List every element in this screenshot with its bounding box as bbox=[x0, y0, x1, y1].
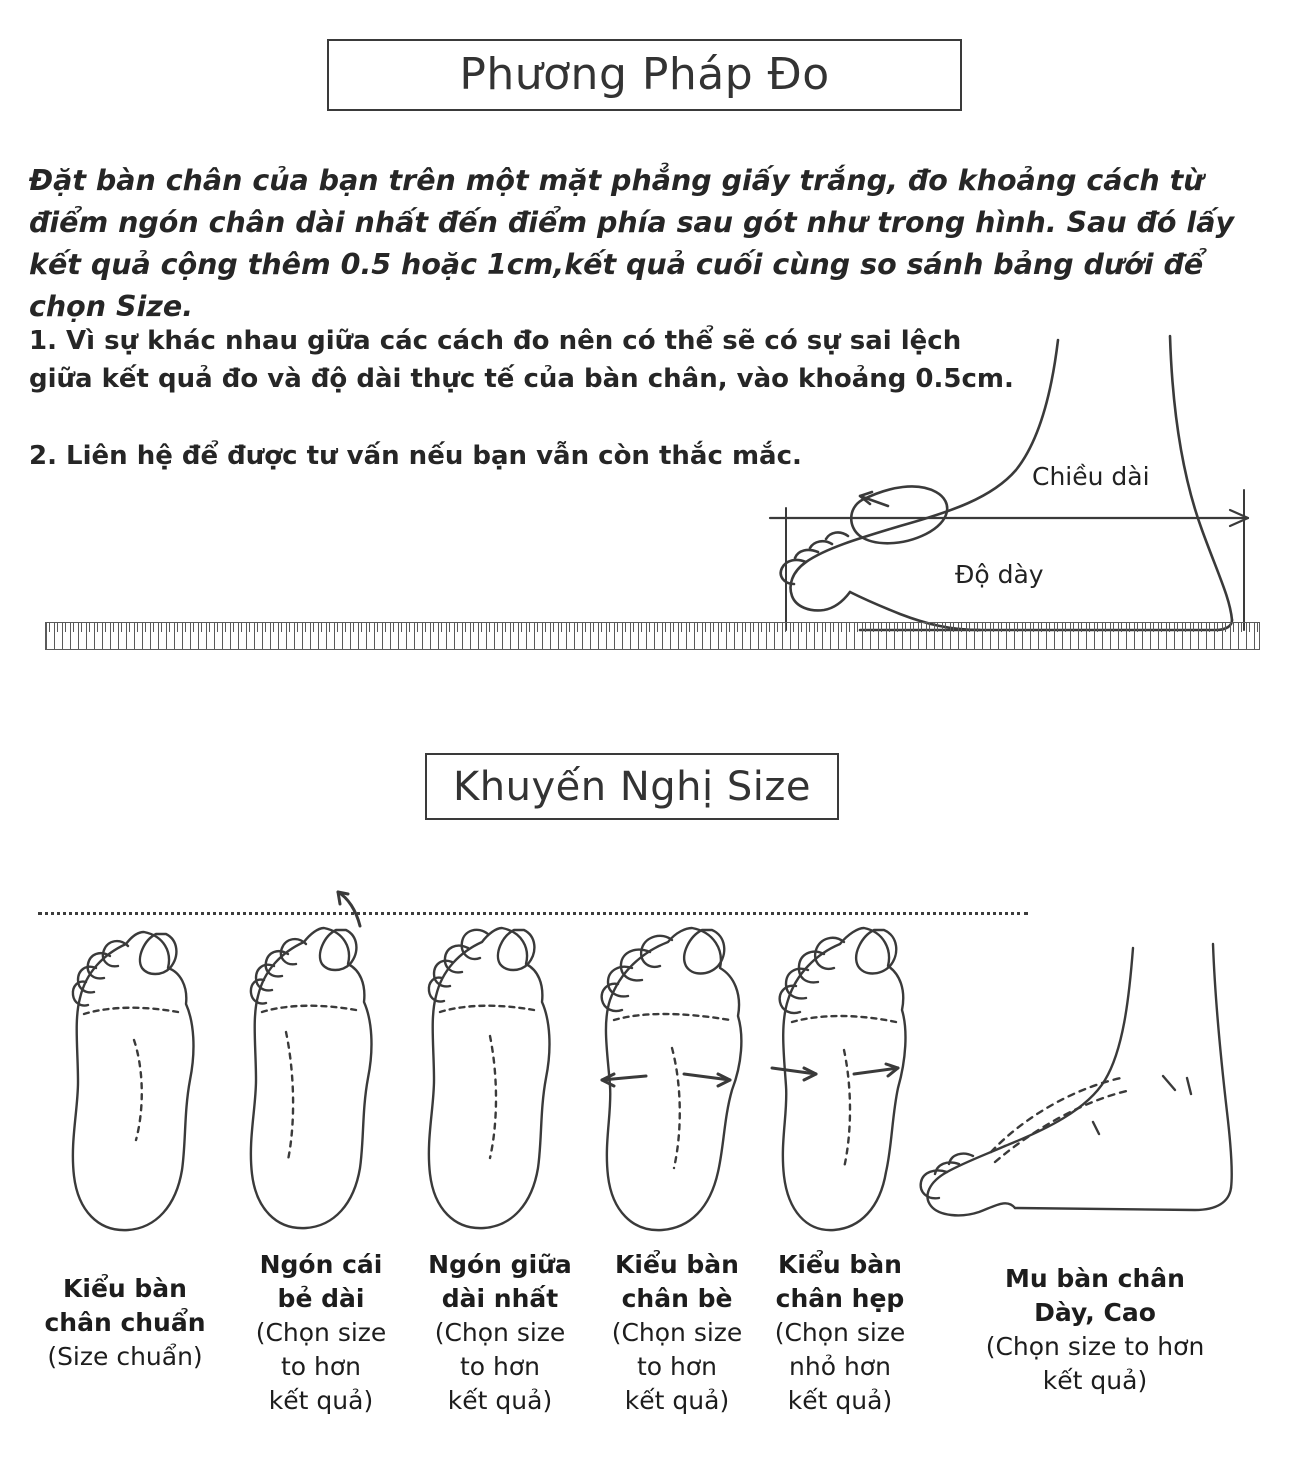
size-recommendation-title-box bbox=[425, 753, 839, 820]
caption-foot-high-instep bbox=[950, 1262, 1240, 1398]
caption-foot-wide bbox=[592, 1248, 762, 1418]
foot-type-illustrations bbox=[0, 880, 1290, 1300]
caption-foot-long-middle-toe bbox=[402, 1248, 598, 1418]
caption-foot-standard bbox=[30, 1272, 220, 1374]
caption-normal: (Chọn size to hơn kết quả) bbox=[255, 1318, 387, 1415]
caption-bold: Kiểu bàn chân chuẩn bbox=[44, 1274, 206, 1337]
foot-long-big-toe-icon bbox=[224, 890, 389, 1250]
page-title: Phương Pháp Đo bbox=[459, 49, 830, 100]
measure-method-title-box bbox=[327, 39, 962, 111]
caption-normal: (Chọn size to hơn kết quả) bbox=[434, 1318, 566, 1415]
note-item-1: 1. Vì sự khác nhau giữa các cách đo nên có thể sẽ có sự sai lệch giữa kết quả đo và độ dài thực tế của bàn chân, vào khoảng 0.5cm. bbox=[29, 326, 1014, 394]
length-label: Chiều dài bbox=[1032, 462, 1150, 491]
intro-paragraph: Đặt bàn chân của bạn trên một mặt phẳng giấy trắng, đo khoảng cách từ điểm ngón chân dài nhất đến điểm phía sau gót như trong hình. Sau đó lấy kết quả cộng thêm 0.5 hoặc 1cm,kết quả cuối cùng so sánh bảng dưới để chọn Size. bbox=[29, 164, 1235, 323]
caption-normal: (Chọn size to hơn kết quả) bbox=[611, 1318, 743, 1415]
caption-bold: Ngón giữa dài nhất bbox=[428, 1250, 572, 1313]
caption-normal: (Size chuẩn) bbox=[47, 1342, 203, 1371]
caption-bold: Ngón cái bẻ dài bbox=[259, 1250, 383, 1313]
foot-side-view-diagram bbox=[740, 330, 1280, 660]
caption-bold: Kiểu bàn chân hẹp bbox=[775, 1250, 905, 1313]
section-title: Khuyến Nghị Size bbox=[453, 763, 811, 810]
foot-long-middle-toe-icon bbox=[398, 900, 568, 1250]
note-item-2: 2. Liên hệ để được tư vấn nếu bạn vẫn còn thắc mắc. bbox=[29, 441, 802, 471]
caption-bold: Kiểu bàn chân bè bbox=[615, 1250, 739, 1313]
ruler-minor-ticks bbox=[45, 622, 1260, 632]
foot-high-instep-icon bbox=[895, 940, 1245, 1250]
thickness-label: Độ dày bbox=[955, 560, 1044, 589]
caption-bold: Mu bàn chân Dày, Cao bbox=[1005, 1264, 1185, 1327]
ruler-graphic bbox=[45, 622, 1260, 650]
caption-foot-narrow bbox=[752, 1248, 928, 1418]
foot-standard-icon bbox=[48, 910, 208, 1250]
caption-normal: (Chọn size to hơn kết quả) bbox=[985, 1332, 1205, 1395]
caption-foot-long-big-toe bbox=[226, 1248, 416, 1418]
caption-normal: (Chọn size nhỏ hơn kết quả) bbox=[774, 1318, 906, 1415]
foot-wide-icon bbox=[580, 908, 760, 1252]
